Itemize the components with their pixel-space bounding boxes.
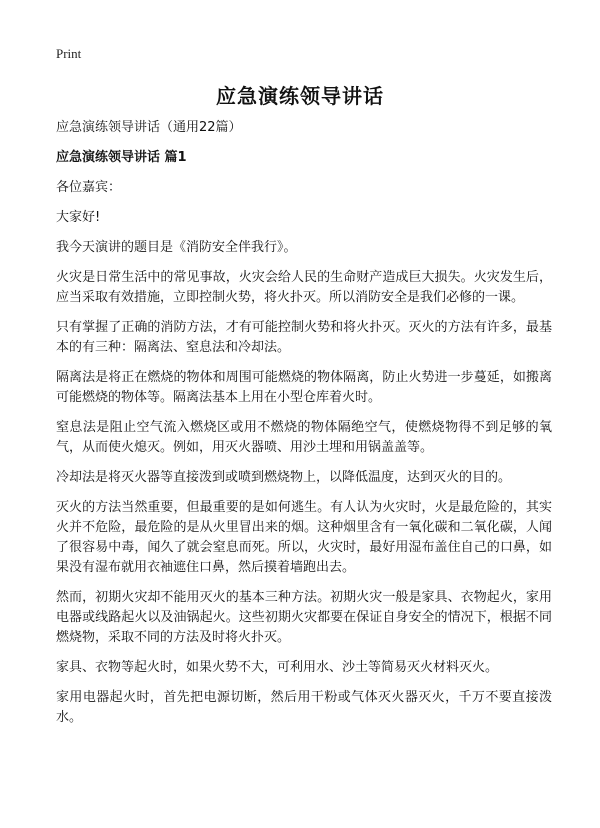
paragraph-topic: 我今天演讲的题目是《消防安全伴我行》。 [56,240,297,255]
paragraph: 窒息法是阻止空气流入燃烧区或用不燃烧的物体隔绝空气，使燃烧物得不到足够的氧气，从而使火熄灭。例如，用灭火器喷、用沙土埋和用锅盖盖等。 [56,420,552,455]
paragraph-hello: 大家好! [56,210,101,225]
paragraph: 然而，初期火灾却不能用灭火的基本三种方法。初期火灾一般是家具、衣物起火，家用电器或线路起火以及油锅起火。这些初期火灾都要在保证自身安全的情况下，根据不同燃烧物，采取不同的方法及时将火扑灭。 [56,590,552,645]
document-subtitle: 应急演练领导讲话（通用22篇） [56,120,242,135]
paragraph: 家用电器起火时，首先把电源切断，然后用干粉或气体灭火器灭火，千万不要直接泼水。 [56,690,552,725]
paragraph: 隔离法是将正在燃烧的物体和周围可能燃烧的物体隔离，防止火势进一步蔓延，如搬离可能燃烧的物体等。隔离法基本上用在小型仓库着火时。 [56,370,552,405]
paragraph: 家具、衣物等起火时，如果火势不大，可利用水、沙土等简易灭火材料灭火。 [56,660,499,675]
document-title: 应急演练领导讲话 [216,84,384,108]
paragraph: 冷却法是将灭火器等直接泼到或喷到燃烧物上，以降低温度，达到灭火的目的。 [56,470,512,485]
article-body [56,118,552,738]
paragraph-greeting: 各位嘉宾： [56,180,122,195]
paragraph: 只有掌握了正确的消防方法，才有可能控制火势和将火扑灭。灭火的方法有许多，最基本的有三种：隔离法、窒息法和冷却法。 [56,320,552,355]
paragraph: 火灾是日常生活中的常见事故，火灾会给人民的生命财产造成巨大损失。火灾发生后，应当采取有效措施，立即控制火势，将火扑灭。所以消防安全是我们必修的一课。 [56,270,552,305]
section-heading: 应急演练领导讲话 篇1 [56,150,187,165]
paragraph: 灭火的方法当然重要，但最重要的是如何逃生。有人认为火灾时，火是最危险的，其实火并不危险，最危险的是从火里冒出来的烟。这种烟里含有一氧化碳和二氧化碳，人闻了很容易中毒，闻久了就会窒息而死。所以，火灾时，最好用湿布盖住自己的口鼻，如果没有湿布就用衣袖遮住口鼻，然后摸着墙跑出去。 [56,500,552,575]
print-link[interactable]: Print [56,46,82,61]
